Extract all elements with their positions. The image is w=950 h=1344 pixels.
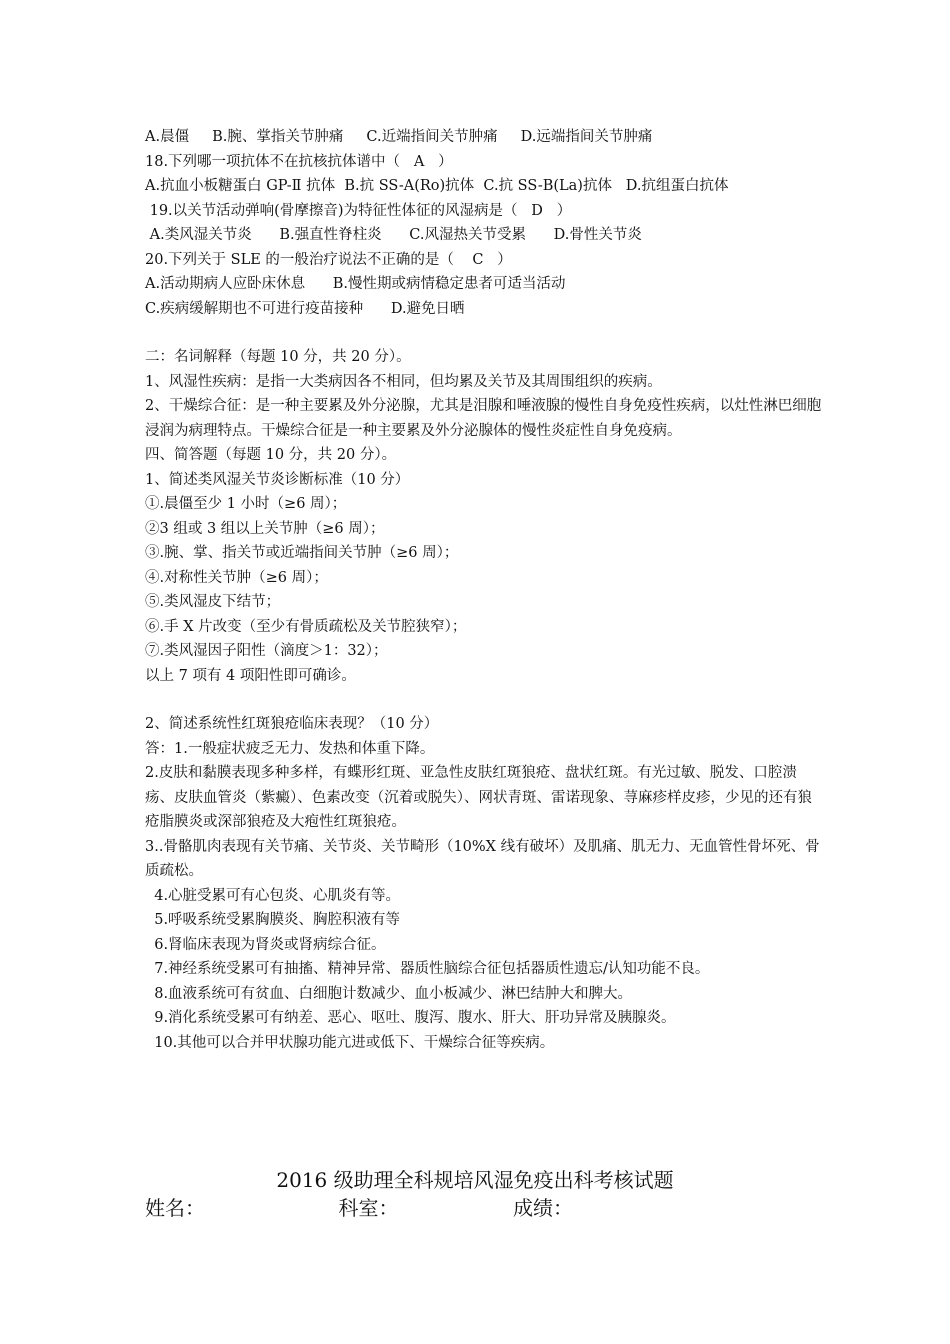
text-line: 8.血液系统可有贫血、白细胞计数减少、血小板减少、淋巴结肿大和脾大。	[145, 985, 633, 1002]
list-item: ⑦.类风湿因子阳性（滴度＞1：32）；	[145, 643, 388, 659]
exam-title: 2016 级助理全科规培风湿免疫出科考核试题	[276, 1168, 674, 1192]
text-line: 20.下列关于 SLE 的一般治疗说法不正确的是（ C ）	[145, 251, 512, 268]
text-line: 1、风湿性疾病：是指一大类病因各不相同，但均累及关节及其周围组织的疾病。	[145, 373, 662, 390]
text-line: A.类风湿关节炎 B.强直性脊柱炎 C.风湿热关节受累 D.骨性关节炎	[145, 227, 642, 243]
spacer	[145, 321, 825, 345]
text-line: 答：1.一般症状疲乏无力、发热和体重下降。	[145, 740, 435, 757]
text-paragraph: 3..骨骼肌肉表现有关节痛、关节炎、关节畸形（10%X 线有破坏）及肌痛、肌无力、无血管性骨坏死、骨质疏松。	[145, 838, 820, 879]
text-line: A.晨僵 B.腕、掌指关节肿痛 C.近端指间关节肿痛 D.远端指间关节肿痛	[145, 129, 653, 145]
list-item: ①.晨僵至少 1 小时（≥6 周）；	[145, 496, 347, 512]
multiple-choice-section	[145, 125, 825, 321]
text-line: A.抗血小板糖蛋白 GP-Ⅱ 抗体 B.抗 SS-A(Ro)抗体 C.抗 SS-B(La)抗体 D.抗组蛋白抗体	[145, 178, 729, 194]
text-line: 19.以关节活动弹响(骨摩擦音)为特征性体征的风湿病是（ D ）	[145, 202, 572, 219]
text-line: C.疾病缓解期也不可进行疫苗接种 D.避免日晒	[145, 300, 465, 317]
list-item: ⑥.手 X 片改变（至少有骨质疏松及关节腔狭窄）；	[145, 618, 467, 635]
exam-info-fields: 姓名： 科室： 成绩：	[145, 1196, 573, 1220]
text-line: 10.其他可以合并甲状腺功能亢进或低下、干燥综合征等疾病。	[145, 1034, 555, 1051]
definitions-and-short-answer-section	[145, 345, 825, 688]
text-paragraph: 2、干燥综合征：是一种主要累及外分泌腺，尤其是泪腺和唾液腺的慢性自身免疫性疾病，以灶性淋巴细胞浸润为病理特点。干燥综合征是一种主要累及外分泌腺体的慢性炎症性自身免疫病。	[145, 398, 822, 439]
list-item: ⑤.类风湿皮下结节；	[145, 594, 281, 610]
list-item: ④.对称性关节肿（≥6 周）；	[145, 569, 328, 586]
text-line: 5.呼吸系统受累胸膜炎、胸腔积液有等	[145, 912, 401, 928]
text-line: 7.神经系统受累可有抽搐、精神异常、器质性脑综合征包括器质性遗忘/认知功能不良。	[145, 961, 710, 977]
spacer	[145, 688, 825, 712]
document-body	[145, 125, 825, 1055]
text-line: 18.下列哪一项抗体不在抗核抗体谱中（ A ）	[145, 153, 453, 170]
text-paragraph: 2.皮肤和黏膜表现多种多样，有蝶形红斑、亚急性皮肤红斑狼疮、盘状红斑。有光过敏、脱发、口腔溃疡、皮肤血管炎（紫癜）、色素改变（沉着或脱失）、网状青斑、雷诺现象、荨麻疹样皮疹，少见的还有狼疮脂膜炎或深部狼疮及大疱性红斑狼疮。	[145, 765, 812, 830]
text-line: 6.肾临床表现为肾炎或肾病综合征。	[145, 936, 386, 953]
list-item: ②3 组或 3 组以上关节肿（≥6 周）；	[145, 520, 385, 537]
list-item: ③.腕、掌、指关节或近端指间关节肿（≥6 周）；	[145, 545, 459, 561]
text-line: A.活动期病人应卧床休息 B.慢性期或病情稳定患者可适当活动	[145, 276, 566, 292]
text-line: 以上 7 项有 4 项阳性即可确诊。	[145, 667, 356, 684]
question-heading: 1、简述类风湿关节炎诊断标准（10 分）	[145, 471, 410, 488]
text-line: 9.消化系统受累可有纳差、恶心、呕吐、腹泻、腹水、肝大、肝功异常及胰腺炎。	[145, 1010, 676, 1026]
section-heading: 四、简答题（每题 10 分，共 20 分）。	[145, 447, 397, 463]
section-heading: 二：名词解释（每题 10 分，共 20 分）。	[145, 349, 411, 365]
question-heading: 2、简述系统性红斑狼疮临床表现？（10 分）	[145, 716, 439, 732]
text-line: 4.心脏受累可有心包炎、心肌炎有等。	[145, 887, 401, 904]
sle-answer-section	[145, 712, 825, 1055]
